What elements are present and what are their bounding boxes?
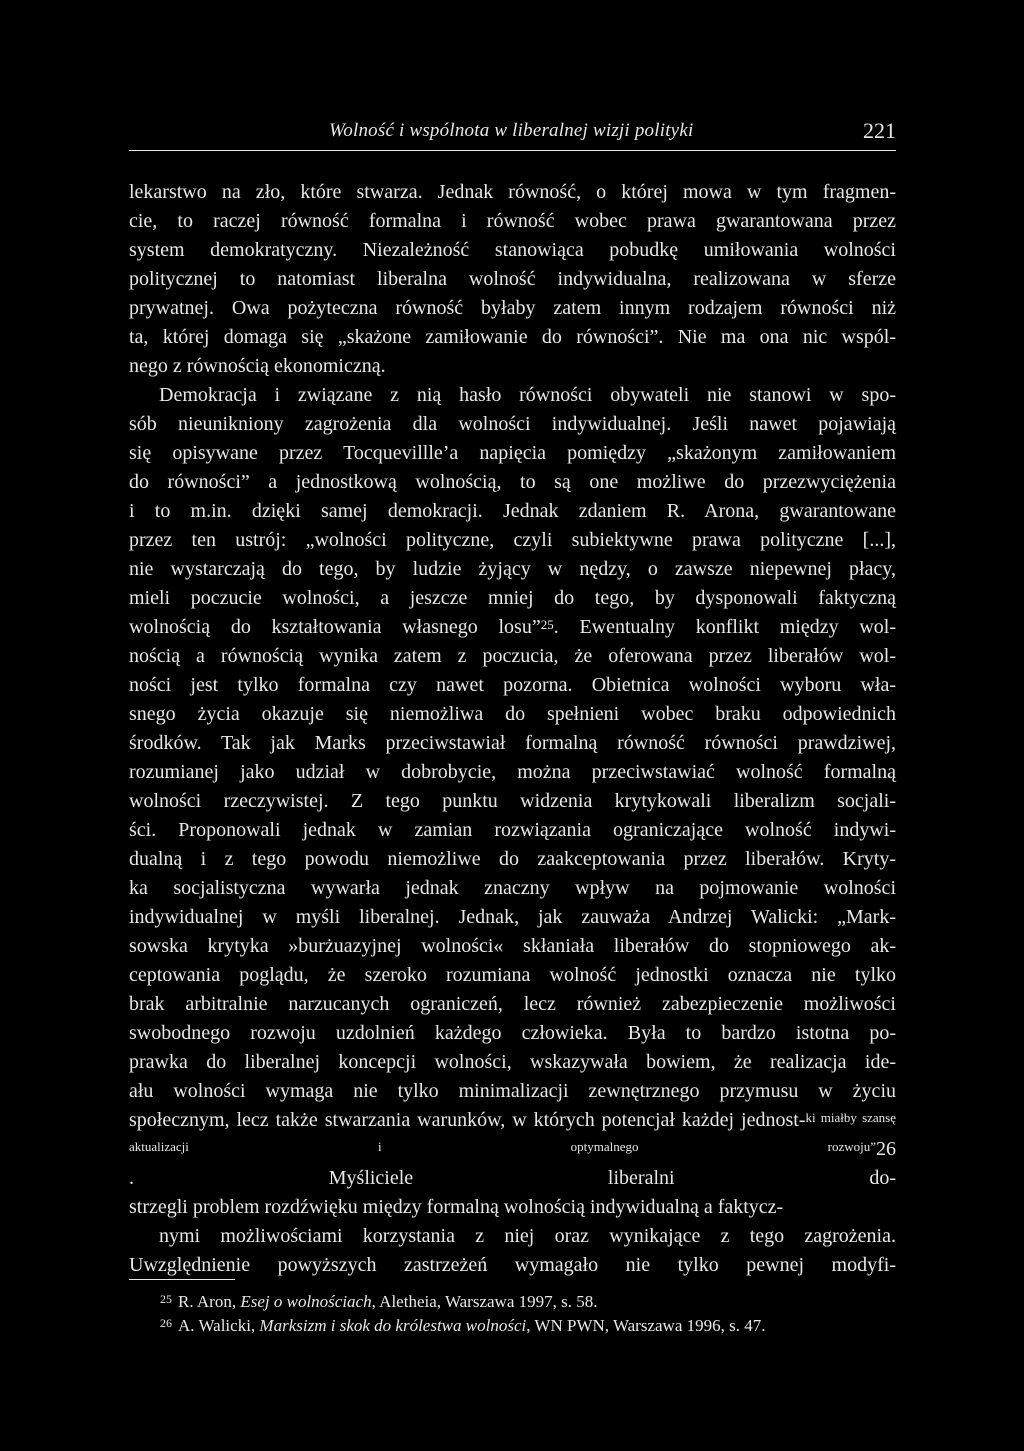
text-line: sób nieunikniony zagrożenia dla wolności indywidualnej. Jeśli nawet pojawiają [129, 413, 896, 435]
text-line: nymi możliwościami korzystania z niej oraz wynikające z tego zagrożenia. [159, 1225, 896, 1247]
text-line: ka socjalistyczna wywarła jednak znaczny wpływ na pojmowanie wolności [129, 877, 896, 899]
text-line: do równości” a jednostkową wolnością, to są one możliwe do przezwyciężenia [129, 471, 896, 493]
text-line: wolności rzeczywistej. Z tego punktu widzenia krytykowali liberalizm socjali- [129, 790, 896, 812]
text-line: mieli poczucie wolności, a jeszcze mniej do tego, by dysponowali faktyczną [129, 587, 896, 609]
footnote [160, 1314, 900, 1338]
text-line: . Myśliciele liberalni do- [129, 1167, 896, 1189]
text-line: nie wystarczają do tego, by ludzie żyjący w nędzy, o zawsze niepewnej płacy, [129, 558, 896, 580]
page-number: 221 [863, 118, 896, 143]
footnote-ref: ki miałby szansę aktualizacji i optymalnego rozwoju” [129, 1110, 896, 1154]
text-line: ści. Proponowali jednak w zamian rozwiązania ograniczające wolność indywi- [129, 819, 896, 841]
running-header [129, 120, 896, 151]
text-line: nego z równością ekonomiczną. [129, 355, 386, 377]
line-segment: wolnością do kształtowania własnego losu” [129, 616, 541, 638]
text-line: prawka do liberalnej koncepcji wolności, wskazywała bowiem, że realizacja ide- [129, 1051, 896, 1073]
footnotes [160, 1290, 900, 1338]
text-line: rozumianej jako udział w dobrobycie, można przeciwstawiać wolność formalną [129, 761, 896, 783]
text-line: system demokratyczny. Niezależność stanowiąca pobudkę umiłowania wolności [129, 239, 896, 261]
text-line: swobodnego rozwoju uzdolnień każdego człowieka. Była to bardzo istotna po- [129, 1022, 896, 1044]
text-line [129, 1106, 896, 1164]
text-line: dualną i z tego powodu niemożliwe do zaakceptowania przez liberałów. Kryty- [129, 848, 896, 870]
footnote-title: Marksizm i skok do królestwa wolności [259, 1316, 527, 1335]
footnote-publication: , WN PWN, Warszawa 1996, s. 47. [526, 1316, 766, 1335]
text-line: Uwzględnienie powyższych zastrzeżeń wymagało nie tylko pewnej modyfi- [129, 1254, 896, 1276]
footnote-number: 25 [160, 1292, 172, 1306]
footnote-author: R. Aron, [178, 1292, 241, 1311]
line-segment: 26 [876, 1138, 896, 1160]
line-segment: . Ewentualny konflikt między wol- [553, 616, 897, 638]
footnote-number: 26 [160, 1316, 172, 1330]
text-line: indywidualnej w myśli liberalnej. Jednak, jak zauważa Andrzej Walicki: „Mark- [129, 906, 896, 928]
text-line: prywatnej. Owa pożyteczna równość byłaby zatem innym rodzajem równości niż [129, 297, 896, 319]
text-line: ta, której domaga się „skażone zamiłowanie do równości”. Nie ma ona nic wspól- [129, 326, 896, 348]
text-line: nością a równością wynika zatem z poczucia, że oferowana przez liberałów wol- [129, 645, 896, 667]
text-line: sowska krytyka »burżuazyjnej wolności« skłaniała liberałów do stopniowego ak- [129, 935, 896, 957]
text-line: ności jest tylko formalna czy nawet pozorna. Obietnica wolności wyboru wła- [129, 674, 896, 696]
text-line: i to m.in. dzięki samej demokracji. Jednak zdaniem R. Arona, gwarantowane [129, 500, 896, 522]
text-line: brak arbitralnie narzucanych ograniczeń, lecz również zabezpieczenie możliwości [129, 993, 896, 1015]
text-line [129, 613, 896, 642]
text-line: się opisywane przez Tocquevillle’a napięcia pomiędzy „skażonym zamiłowaniem [129, 442, 896, 464]
text-line: środków. Tak jak Marks przeciwstawiał formalną równość równości prawdziwej, [129, 732, 896, 754]
running-title: Wolność i wspólnota w liberalnej wizji polityki [329, 120, 694, 141]
footnote-author: A. Walicki, [178, 1316, 260, 1335]
footnote [160, 1290, 900, 1314]
text-line: politycznej to natomiast liberalna wolność indywidualna, realizowana w sferze [129, 268, 896, 290]
text-line: ału wolności wymaga nie tylko minimalizacji zewnętrznego przymusu w życiu [129, 1080, 896, 1102]
text-line: przez ten ustrój: „wolności polityczne, czyli subiektywne prawa polityczne [...], [129, 529, 896, 551]
text-line: cie, to raczej równość formalna i równość wobec prawa gwarantowana przez [129, 210, 896, 232]
footnote-ref: 25 [540, 617, 554, 632]
footnote-divider [129, 1279, 235, 1280]
line-segment: społecznym, lecz także stwarzania warunków, w których potencjał każdej jednost- [129, 1109, 806, 1131]
footnote-title: Esej o wolnościach [240, 1292, 372, 1311]
text-line: snego życia okazuje się niemożliwa do spełnieni wobec braku odpowiednich [129, 703, 896, 725]
text-line: ceptowania poglądu, że szeroko rozumiana wolność jednostki oznacza nie tylko [129, 964, 896, 986]
text-line: strzegli problem rozdźwięku między formalną wolnością indywidualną a faktycz- [129, 1196, 784, 1218]
text-line: lekarstwo na zło, które stwarza. Jednak równość, o której mowa w tym fragmen- [129, 181, 896, 203]
footnote-publication: , Aletheia, Warszawa 1997, s. 58. [371, 1292, 598, 1311]
text-line: Demokracja i związane z nią hasło równości obywateli nie stanowi w spo- [159, 384, 896, 406]
body-text [129, 178, 896, 1280]
